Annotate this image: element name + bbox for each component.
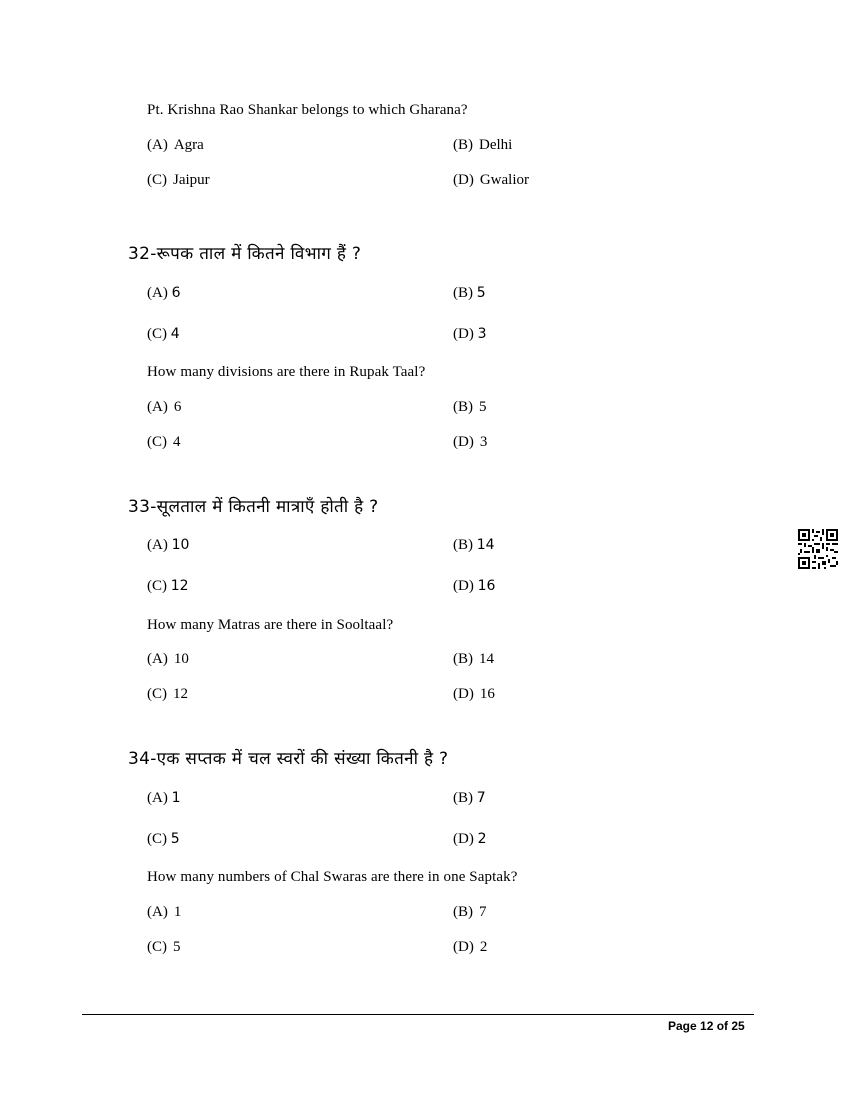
q34-hindi-option-d: (D) 2 [453,831,487,847]
footer-divider [82,1014,754,1015]
q33-english-question: How many Matras are there in Sooltaal? [147,617,394,633]
q31-option-c: (C) Jaipur [147,172,210,188]
q32-hindi-option-c: (C) 4 [147,326,180,342]
q34-english-option-a: (A) 1 [147,904,182,920]
q33-english-option-d: (D) 16 [453,686,495,702]
q33-english-option-a: (A) 10 [147,651,189,667]
q31-option-a: (A) Agra [147,137,204,153]
q31-option-b: (B) Delhi [453,137,513,153]
q33-english-option-b: (B) 14 [453,651,494,667]
q34-english-question: How many numbers of Chal Swaras are there in one Saptak? [147,869,518,885]
q34-english-option-d: (D) 2 [453,939,488,955]
q34-hindi-option-a: (A) 1 [147,790,181,806]
q34-hindi-question: 34-एक सप्तक में चल स्वरों की संख्या कितनी है ? [128,749,449,769]
q32-hindi-option-a: (A) 6 [147,285,181,301]
q32-english-option-c: (C) 4 [147,434,181,450]
page-number: Page 12 of 25 [668,1019,745,1033]
q32-hindi-option-d: (D) 3 [453,326,487,342]
qr-code-icon [798,529,838,569]
q33-english-option-c: (C) 12 [147,686,188,702]
q34-english-option-c: (C) 5 [147,939,181,955]
q34-english-option-b: (B) 7 [453,904,487,920]
q31-english-question: Pt. Krishna Rao Shankar belongs to which Gharana? [147,102,468,118]
q33-hindi-option-d: (D) 16 [453,578,496,594]
q32-hindi-option-b: (B) 5 [453,285,486,301]
q34-hindi-option-b: (B) 7 [453,790,486,806]
q33-hindi-option-a: (A) 10 [147,537,190,553]
q32-hindi-question: 32-रूपक ताल में कितने विभाग हैं ? [128,244,362,264]
q33-hindi-option-c: (C) 12 [147,578,189,594]
q32-english-option-b: (B) 5 [453,399,487,415]
q32-english-option-d: (D) 3 [453,434,488,450]
q33-hindi-question: 33-सूलताल में कितनी मात्राएँ होती है ? [128,497,379,517]
q33-hindi-option-b: (B) 14 [453,537,495,553]
q31-option-d: (D) Gwalior [453,172,529,188]
q32-english-option-a: (A) 6 [147,399,182,415]
q34-hindi-option-c: (C) 5 [147,831,180,847]
q32-english-question: How many divisions are there in Rupak Taal? [147,364,426,380]
